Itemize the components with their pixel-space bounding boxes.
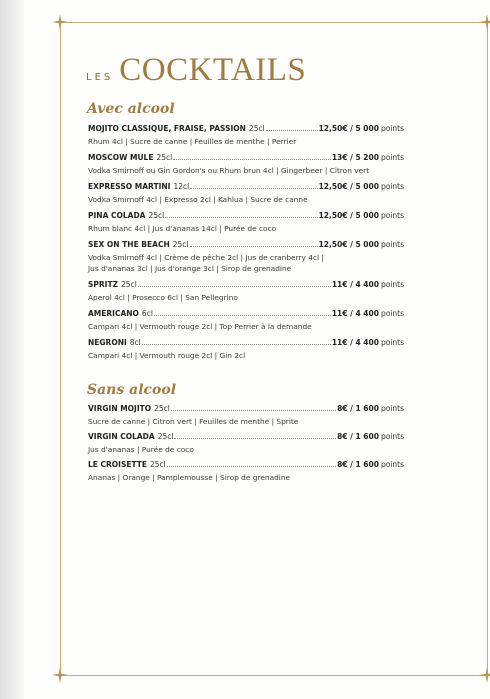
menu-item-price: 13€ / 5 200 — [331, 153, 379, 162]
cocktail-list-sans-alcool — [88, 404, 404, 488]
menu-item-volume: 25cl — [148, 211, 165, 220]
menu-item-description: Sucre de canne | Citron vert | Feuilles de menthe | Sprite — [88, 417, 299, 426]
menu-item-points-label: points — [380, 460, 404, 469]
page-spine-shadow — [0, 0, 24, 699]
menu-item-row — [88, 280, 404, 292]
menu-item-volume: 25cl — [172, 240, 189, 249]
menu-item-row — [88, 153, 404, 165]
menu-item-description: Rhum 4cl | Sucre de canne | Feuilles de menthe | Perrier — [88, 137, 297, 146]
menu-item-points-label: points — [380, 211, 404, 220]
dot-leader — [142, 344, 331, 345]
menu-item-points-label: points — [380, 432, 404, 441]
menu-item-row — [88, 240, 404, 252]
dot-leader — [190, 246, 318, 247]
menu-item-description: Aperol 4cl | Prosecco 6cl | San Pellegrino — [88, 293, 238, 302]
corner-star-icon — [479, 14, 490, 30]
dot-leader — [138, 286, 331, 287]
menu-item — [88, 309, 404, 332]
menu-item-volume: 25cl — [248, 124, 265, 133]
menu-item-name: AMERICANO — [88, 309, 139, 318]
menu-item-volume: 25cl — [121, 280, 137, 289]
menu-item-price: 8€ / 1 600 — [337, 404, 379, 413]
page-title — [86, 52, 306, 89]
menu-item-row — [88, 211, 404, 223]
menu-item-points-label: points — [380, 404, 404, 413]
cocktail-list-avec-alcool — [88, 124, 404, 367]
frame-line-left — [60, 22, 61, 676]
menu-item-volume: 12cl — [173, 182, 190, 191]
section-heading-avec-alcool: Avec alcool — [87, 101, 175, 117]
menu-item-volume: 25cl — [150, 460, 166, 469]
menu-item-price: 11€ / 4 400 — [331, 280, 379, 289]
dot-leader — [154, 315, 331, 316]
menu-item-price: 11€ / 4 400 — [331, 309, 379, 318]
menu-item-points-label: points — [380, 309, 404, 318]
menu-item — [88, 338, 404, 361]
dot-leader — [173, 159, 331, 160]
menu-item-volume: 6cl — [141, 309, 153, 318]
menu-item-name: SPRITZ — [88, 280, 119, 289]
menu-item-row — [88, 432, 404, 444]
menu-item-description: Jus d'ananas | Purée de coco — [88, 445, 194, 454]
menu-item-price: 12,50€ / 5 000 — [318, 182, 379, 191]
menu-item-points-label: points — [380, 153, 404, 162]
menu-item-price: 12,50€ / 5 000 — [318, 240, 379, 249]
menu-item-points-label: points — [380, 182, 404, 191]
menu-item-row — [88, 404, 404, 416]
menu-item-name: EXPRESSO MARTINI — [88, 182, 171, 191]
title-prefix: LES — [86, 72, 114, 83]
corner-star-icon — [52, 14, 68, 30]
frame-line-right — [487, 22, 488, 676]
menu-item-row — [88, 309, 404, 321]
menu-item-row — [88, 338, 404, 350]
menu-item-description: Campari 4cl | Vermouth rouge 2cl | Top Perrier à la demande — [88, 322, 312, 331]
menu-item — [88, 182, 404, 205]
dot-leader — [165, 217, 317, 218]
menu-item-volume: 25cl — [157, 432, 174, 441]
dot-leader — [167, 466, 336, 467]
menu-item-description: Vodka Smirnoff ou Gin Gordon's ou Rhum brun 4cl | Gingerbeer | Citron vert — [88, 166, 370, 175]
menu-item-description: Vodka Smirnoff 4cl | Expresso 2cl | Kahlua | Sucre de canne — [88, 195, 308, 204]
corner-star-icon — [52, 667, 68, 683]
frame-line-top — [60, 22, 488, 23]
menu-item-name: MOSCOW MULE — [88, 153, 154, 162]
menu-item-price: 12,50€ / 5 000 — [318, 211, 379, 220]
menu-item-points-label: points — [380, 124, 404, 133]
menu-item — [88, 280, 404, 303]
menu-item-volume: 25cl — [154, 404, 170, 413]
menu-item-row — [88, 460, 404, 472]
menu-item-name: MOJITO CLASSIQUE, FRAISE, PASSION — [88, 124, 246, 133]
menu-item-points-label: points — [380, 240, 404, 249]
menu-item-points-label: points — [380, 338, 404, 347]
menu-item-name: VIRGIN MOJITO — [88, 404, 152, 413]
menu-item-description: Rhum blanc 4cl | Jus d'ananas 14cl | Purée de coco — [88, 224, 277, 233]
dot-leader — [174, 438, 336, 439]
menu-item-price: 11€ / 4 400 — [331, 338, 379, 347]
menu-item — [88, 124, 404, 147]
menu-item-row — [88, 182, 404, 194]
menu-item — [88, 240, 404, 274]
frame-line-bottom — [60, 675, 488, 676]
menu-item — [88, 153, 404, 176]
dot-leader — [266, 130, 318, 131]
menu-item-name: LE CROISETTE — [88, 460, 148, 469]
menu-item-description: Vodka Smirnoff 4cl | Crème de pêche 2cl | Jus de cranberry 4cl | — [88, 253, 324, 262]
menu-item-name: NEGRONI — [88, 338, 127, 347]
menu-item — [88, 460, 404, 483]
section-heading-sans-alcool: Sans alcool — [87, 382, 177, 398]
corner-star-icon — [479, 667, 490, 683]
menu-item-name: VIRGIN COLADA — [88, 432, 155, 441]
menu-item-price: 12,50€ / 5 000 — [318, 124, 379, 133]
menu-item-description: Ananas | Orange | Pamplemousse | Sirop de grenadine — [88, 473, 291, 482]
menu-item — [88, 404, 404, 427]
menu-item-price: 8€ / 1 600 — [337, 432, 379, 441]
menu-item-description: Jus d'ananas 3cl | Jus d'orange 3cl | Sirop de grenadine — [88, 264, 292, 273]
menu-item-volume: 8cl — [129, 338, 141, 347]
menu-item — [88, 211, 404, 234]
menu-item-name: PINA COLADA — [88, 211, 146, 220]
dot-leader — [171, 410, 336, 411]
menu-item-name: SEX ON THE BEACH — [88, 240, 170, 249]
menu-item-volume: 25cl — [156, 153, 173, 162]
menu-item-price: 8€ / 1 600 — [337, 460, 379, 469]
menu-item — [88, 432, 404, 455]
title-main: COCKTAILS — [119, 52, 307, 88]
menu-item-row — [88, 124, 404, 136]
menu-item-description: Campari 4cl | Vermouth rouge 2cl | Gin 2cl — [88, 351, 246, 360]
menu-item-points-label: points — [380, 280, 404, 289]
dot-leader — [190, 188, 317, 189]
